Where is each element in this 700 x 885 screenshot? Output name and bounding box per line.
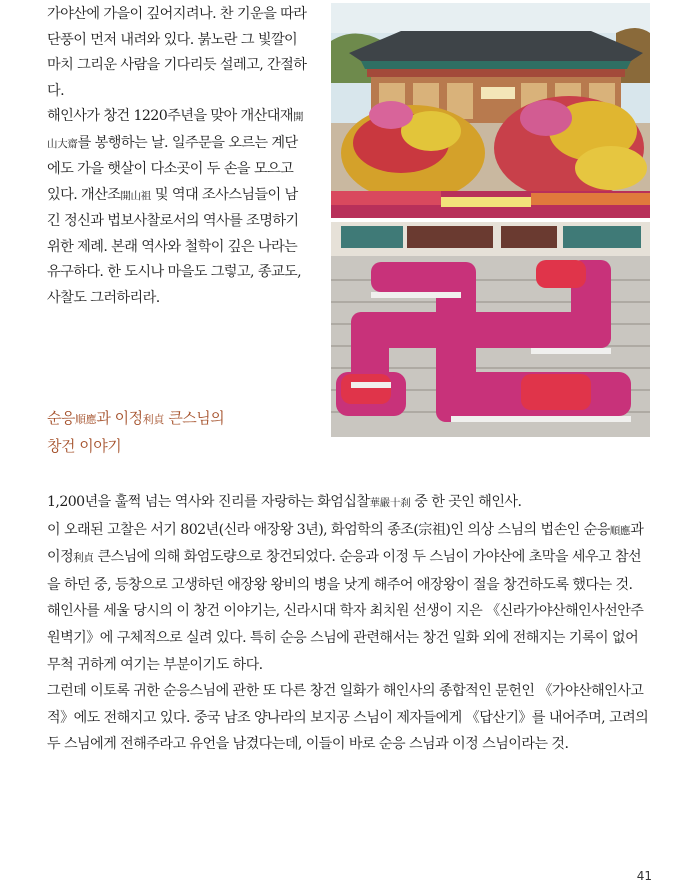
body-paragraph-4: 그런데 이토록 귀한 순응스님에 관한 또 다른 창건 일화가 해인사의 종합적인 문헌인 《가야산해인사고적》에도 전해지고 있다. 중국 남조 양나라의 보지공 스님이 제자들에게 《답산기》를 내어주며, 고려의 두 스님에게 전해주라고 유언을 남겼다는데, 이들이 바로 순응 스님과 이정 스님이라는 것. [47, 683, 649, 753]
body-paragraph-1 [47, 489, 653, 517]
hanja-gaesanjo: 開山祖 [120, 189, 151, 202]
title-hanja-suneung: 順應 [74, 413, 97, 426]
section-title-line-1 [47, 405, 317, 433]
hanja-gaesan-daejae: 開山大齋 [47, 111, 304, 150]
hanja-ijeong: 利貞 [73, 552, 94, 565]
hanja-suneung: 順應 [609, 524, 631, 537]
intro-text [47, 2, 309, 311]
title-suffix: 큰스님의 [164, 409, 225, 427]
body-p1-b: 중 한 곳인 해인사. [410, 494, 522, 510]
title-name-ijeong: 과 이정 [96, 409, 143, 427]
page-number: 41 [636, 869, 652, 883]
intro-text-c: 및 역대 조사스님들이 남긴 정신과 법보사찰로서의 역사를 조명하기 위한 제례. 본래 역사와 철학이 깊은 나라는 유구하다. 한 도시나 마을도 그렇고, 종교도, 사찰도 그러하리라. [47, 186, 302, 306]
body-paragraph-3: 해인사를 세울 당시의 이 창건 이야기는, 신라시대 학자 최치원 선생이 지은 《신라가야산해인사선안주원벽기》에 구체적으로 실려 있다. 특히 순응 스님에 관련해서는 창건 일화 외에 전해지는 기록이 없어 무척 귀하게 여기는 부분이기도 하다. [47, 603, 644, 673]
body-p1-a: 1,200년을 훌쩍 넘는 역사와 진리를 자랑하는 화엄십찰 [47, 494, 370, 510]
intro-paragraph-2 [47, 104, 309, 311]
body-p2-c: 큰스님에 의해 화엄도량으로 창건되었다. 순응과 이정 두 스님이 가야산에 초막을 세우고 참선을 하던 중, 등창으로 고생하던 애장왕 왕비의 병을 낫게 해주어 애장왕이 절을 창건하도록 했다는 것. [47, 549, 642, 593]
body-text [47, 489, 653, 758]
title-name-suneung: 순응 [47, 409, 75, 427]
temple-hall-photo [331, 3, 650, 218]
body-p2-b: 과 이정 [47, 521, 644, 566]
section-title [47, 405, 317, 459]
hanja-hwaeom-sipchal: 華嚴十刹 [369, 497, 411, 509]
flower-swastika-photo [331, 222, 650, 437]
title-hanja-ijeong: 利貞 [142, 413, 165, 426]
intro-text-b: 를 봉행하는 날. 일주문을 오르는 계단에도 가을 햇살이 다소곳이 두 손을 모으고 있다. 개산조 [47, 134, 298, 203]
intro-text-a: 해인사가 창건 1220주년을 맞아 개산대재 [47, 108, 293, 124]
section-title-line-2: 창건 이야기 [47, 437, 122, 455]
body-paragraph-2 [47, 517, 653, 599]
intro-paragraph-1: 가야산에 가을이 깊어지려나. 찬 기운을 따라 단풍이 먼저 내려와 있다. 붉노란 그 빛깔이 마치 그리운 사람을 기다리듯 설레고, 간절하다. [47, 6, 307, 99]
body-p2-a: 이 오래된 고찰은 서기 802년(신라 애장왕 3년), 화엄학의 종조(宗祖)인 의상 스님의 법손인 순응 [47, 521, 610, 538]
